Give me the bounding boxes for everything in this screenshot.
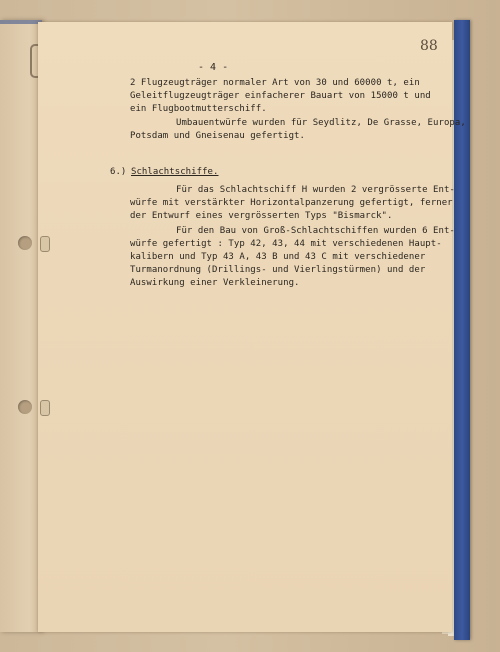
section-heading: Schlachtschiffe. bbox=[131, 167, 219, 177]
text-line: Für das Schlachtschiff H wurden 2 vergrösserte Ent- bbox=[176, 185, 455, 195]
archive-folio-number: 88 bbox=[420, 38, 438, 54]
text-line: Geleitflugzeugträger einfacherer Bauart von 15000 t und bbox=[130, 91, 431, 101]
text-line: würfe gefertigt : Typ 42, 43, 44 mit verschiedenen Haupt- bbox=[130, 239, 442, 249]
text-line: würfe mit verstärkter Horizontalpanzerung gefertigt, ferner bbox=[130, 198, 453, 208]
folder-edge-line bbox=[0, 20, 42, 24]
previous-page-edge bbox=[0, 20, 42, 632]
text-line: Auswirkung einer Verkleinerung. bbox=[130, 278, 300, 288]
text-line: Turmanordnung (Drillings- und Vierlingstürmen) und der bbox=[130, 265, 426, 275]
text-line: Umbauentwürfe wurden für Seydlitz, De Grasse, Europa, bbox=[176, 118, 466, 128]
text-line: ein Flugbootmutterschiff. bbox=[130, 104, 267, 114]
text-line: 2 Flugzeugträger normaler Art von 30 und 60000 t, ein bbox=[130, 78, 420, 88]
text-line: der Entwurf eines vergrösserten Typs "Bismarck". bbox=[130, 211, 393, 221]
page-number: - 4 - bbox=[198, 62, 229, 73]
blue-binder-spine bbox=[454, 20, 470, 640]
text-line: Potsdam und Gneisenau gefertigt. bbox=[130, 131, 305, 141]
punch-hole bbox=[18, 236, 32, 250]
binder-clip bbox=[40, 400, 50, 416]
punch-hole bbox=[18, 400, 32, 414]
binder-clip bbox=[40, 236, 50, 252]
text-line: kalibern und Typ 43 A, 43 B und 43 C mit verschiedener bbox=[130, 252, 426, 262]
text-line: Für den Bau von Groß-Schlachtschiffen wurden 6 Ent- bbox=[176, 226, 455, 236]
section-number: 6.) bbox=[110, 167, 127, 177]
